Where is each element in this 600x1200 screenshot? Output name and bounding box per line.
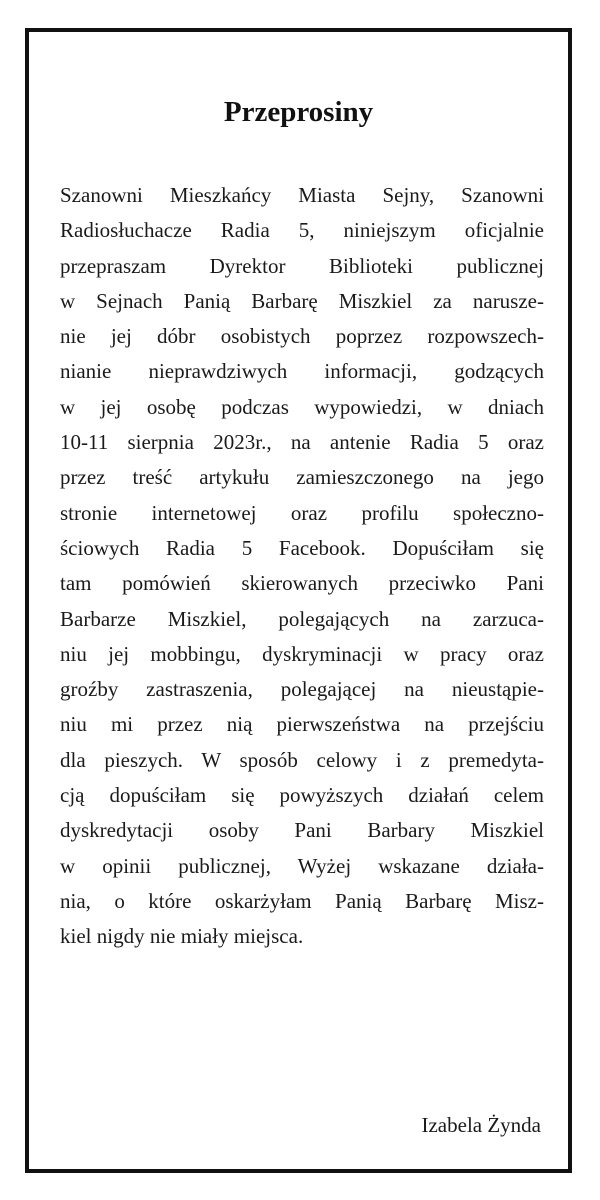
body-line: przepraszam Dyrektor Biblioteki publicznej (60, 253, 544, 278)
body-line: niu mi przez nią pierwszeństwa na przejściu (60, 712, 544, 737)
body-line: w Sejnach Panią Barbarę Miszkiel za narusze- (60, 288, 544, 313)
notice-title: Przeprosiny (223, 96, 374, 128)
body-line: 10-11 sierpnia 2023r., na antenie Radia 5 oraz (60, 430, 544, 455)
body-line: nie jej dóbr osobistych poprzez rozpowszech- (60, 324, 544, 349)
body-line: kiel nigdy nie miały miejsca. (60, 924, 304, 949)
notice-body (60, 178, 544, 955)
body-line: ściowych Radia 5 Facebook. Dopuściłam się (60, 535, 544, 560)
body-line: dyskredytacji osoby Pani Barbary Miszkiel (60, 818, 544, 843)
body-line: przez treść artykułu zamieszczonego na jego (60, 465, 544, 490)
body-line: stronie internetowej oraz profilu społeczno- (60, 500, 544, 525)
body-line: w jej osobę podczas wypowiedzi, w dniach (60, 394, 544, 419)
body-line: w opinii publicznej, Wyżej wskazane działa- (60, 853, 544, 878)
body-line: nianie nieprawdziwych informacji, godzących (60, 359, 544, 384)
body-line: Radiosłuchacze Radia 5, niniejszym oficjalnie (60, 218, 544, 243)
body-line: niu jej mobbingu, dyskryminacji w pracy oraz (60, 641, 544, 666)
body-line: tam pomówień skierowanych przeciwko Pani (60, 571, 544, 596)
body-line: dla pieszych. W sposób celowy i z premedyta- (60, 747, 544, 772)
body-line: cją dopuściłam się powyższych działań celem (60, 783, 544, 808)
body-line: Barbarze Miszkiel, polegających na zarzuca- (60, 606, 544, 631)
notice-frame (25, 28, 572, 1173)
body-line: nia, o które oskarżyłam Panią Barbarę Misz- (60, 888, 544, 913)
body-line: Szanowni Mieszkańcy Miasta Sejny, Szanowni (60, 183, 544, 207)
signature: Izabela Żynda (421, 1113, 541, 1137)
body-line: groźby zastraszenia, polegającej na nieustąpie- (60, 677, 544, 702)
